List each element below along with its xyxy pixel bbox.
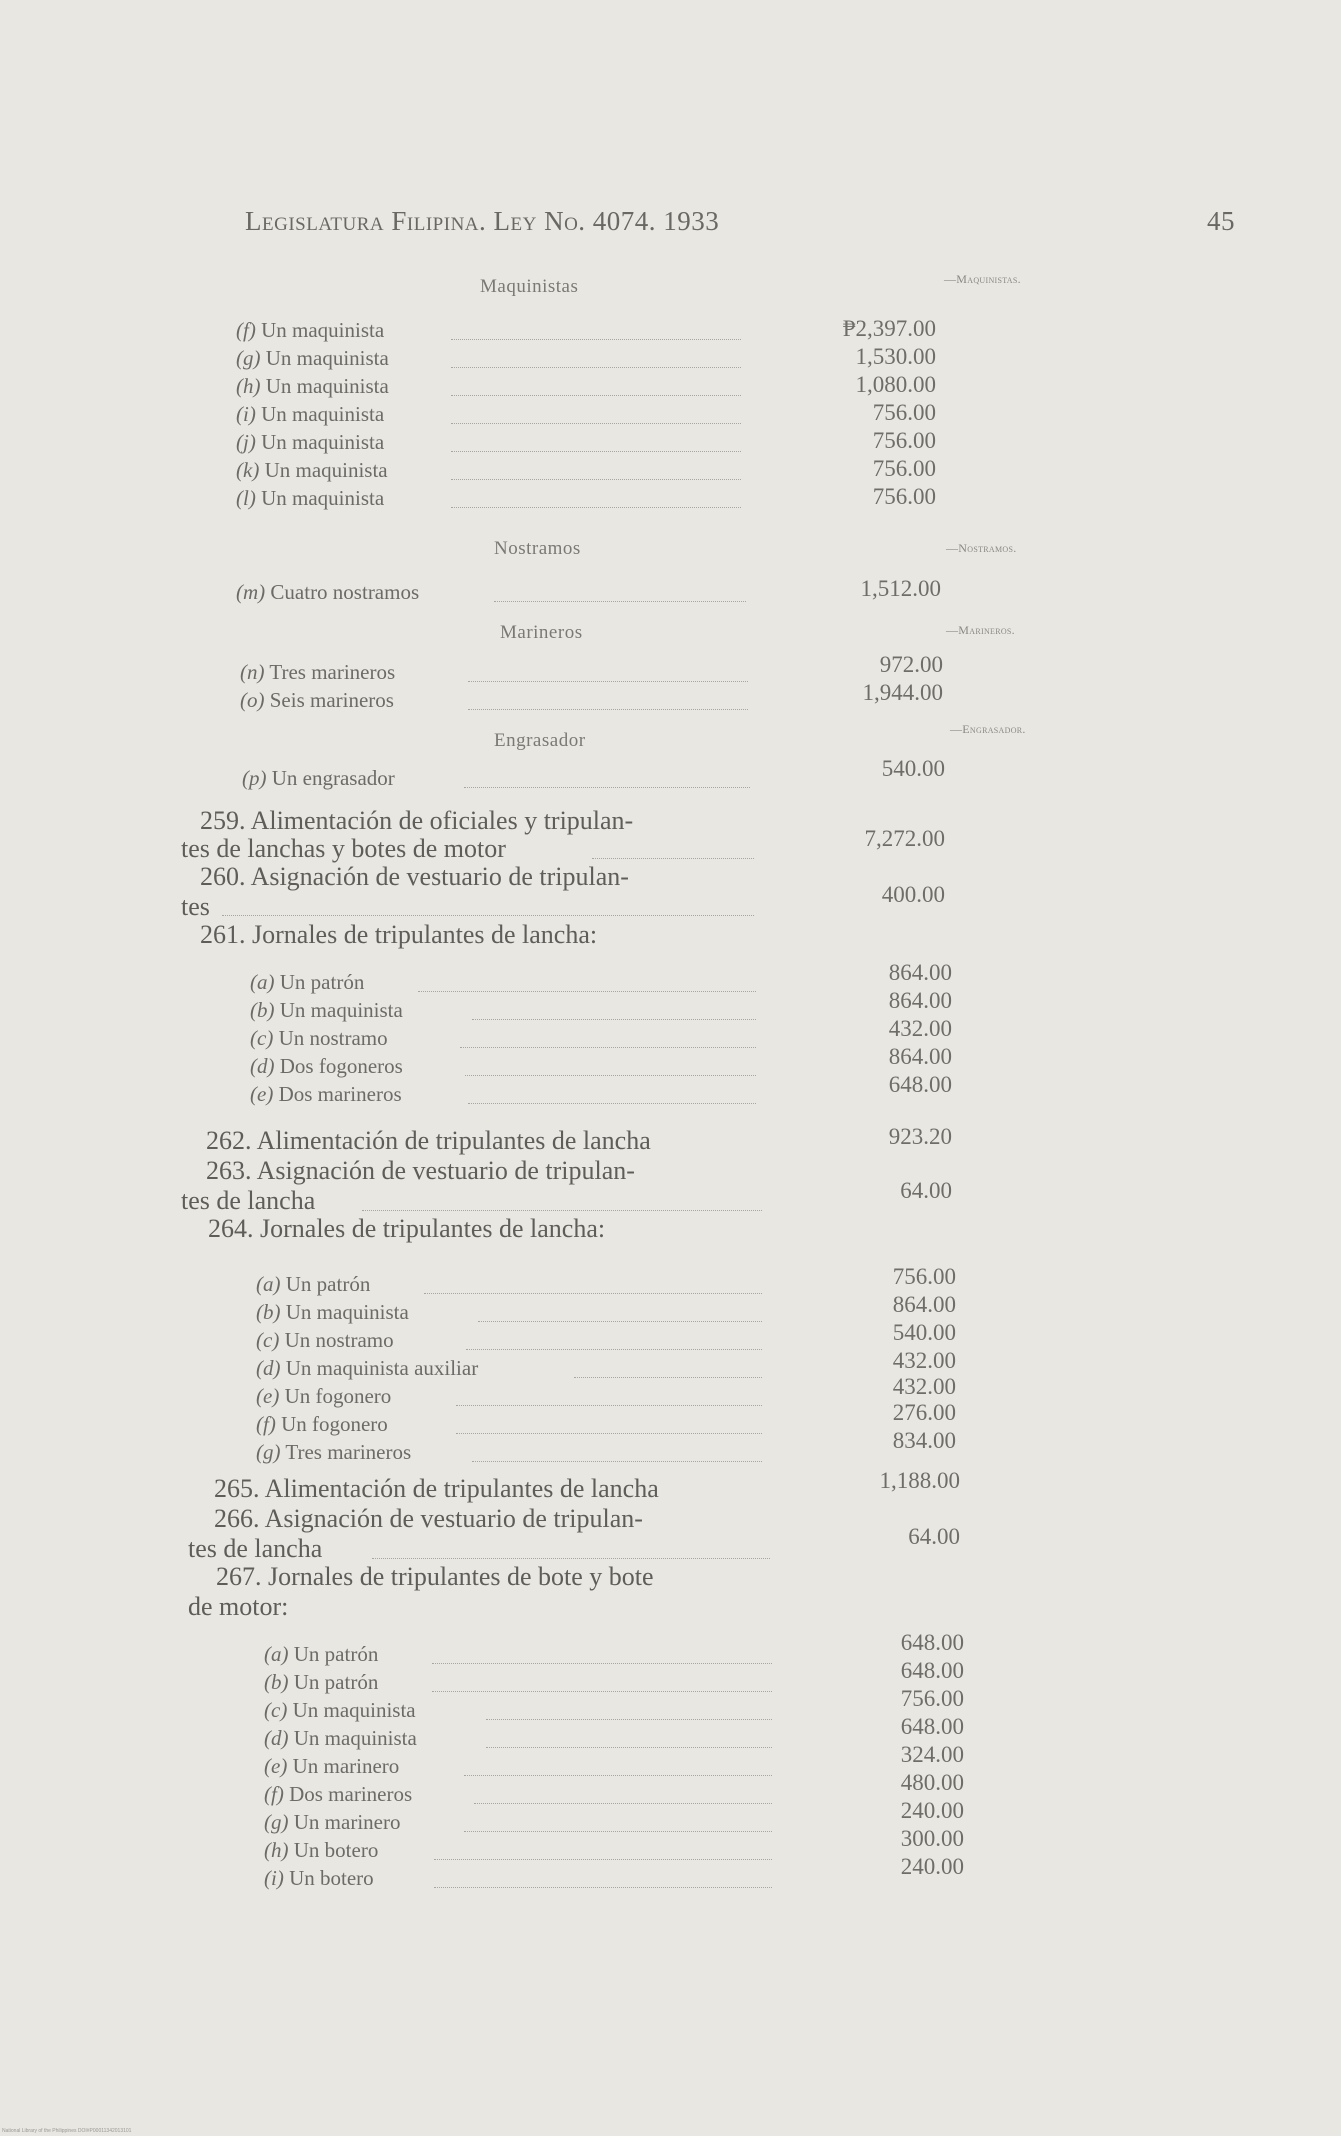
item-amount: 756.00	[872, 400, 936, 425]
amount-262: 923.20	[888, 1124, 952, 1149]
paragraph-263-line2: tes de lancha	[181, 1186, 316, 1215]
leader-dots	[464, 1775, 772, 1776]
leader-dots	[474, 1803, 772, 1804]
item-letter: (f)	[256, 1412, 276, 1436]
amount-263: 64.00	[900, 1178, 952, 1203]
item-amount: 1,512.00	[860, 576, 941, 601]
list-item	[256, 1412, 762, 1440]
amount-259: 7,272.00	[864, 826, 945, 851]
item-text: Un maquinista	[261, 486, 385, 510]
list-item	[256, 1300, 762, 1328]
list-item	[236, 580, 746, 608]
list-item	[256, 1272, 762, 1300]
item-text: Dos marineros	[278, 1082, 402, 1106]
header-title: Legislatura Filipina. Ley No. 4074. 1933	[245, 206, 720, 236]
paragraph-263-line1: 263. Asignación de vestuario de tripulan-	[206, 1156, 635, 1185]
list-item	[264, 1670, 772, 1698]
item-text: Un nostramo	[278, 1026, 388, 1050]
item-letter: (i)	[236, 402, 256, 426]
paragraph-260-line1: 260. Asignación de vestuario de tripulan-	[200, 862, 629, 891]
item-text: Un maquinista	[261, 402, 385, 426]
list-item	[250, 998, 756, 1026]
item-letter: (b)	[256, 1300, 281, 1324]
item-letter: (n)	[240, 660, 265, 684]
item-text: Un botero	[289, 1866, 374, 1890]
item-letter: (b)	[264, 1670, 289, 1694]
item-amount: 864.00	[888, 988, 952, 1013]
item-letter: (k)	[236, 458, 260, 482]
item-amount: 972.00	[879, 652, 943, 677]
leader-dots	[456, 1405, 762, 1406]
item-amount: 756.00	[900, 1686, 964, 1711]
item-amount: 756.00	[872, 456, 936, 481]
leader-dots	[451, 423, 741, 424]
list-item	[236, 318, 741, 346]
margin-note-nostramos: —Nostramos.	[946, 541, 1017, 555]
item-letter: (c)	[264, 1698, 288, 1722]
item-text: Un maquinista	[261, 430, 385, 454]
paragraph-260-line2: tes	[181, 892, 210, 921]
item-text: Un patrón	[285, 1272, 371, 1296]
paragraph-267-line1: 267. Jornales de tripulantes de bote y bote	[216, 1562, 654, 1591]
section-title-engrasador: Engrasador	[494, 730, 586, 751]
item-letter: (d)	[256, 1356, 281, 1380]
leader-dots	[434, 1887, 772, 1888]
item-text: Un patrón	[293, 1670, 379, 1694]
item-amount: 1,530.00	[855, 344, 936, 369]
leader-dots	[486, 1719, 772, 1720]
item-amount: 648.00	[900, 1630, 964, 1655]
item-text: Un maquinista	[292, 1698, 416, 1722]
item-letter: (o)	[240, 688, 265, 712]
item-text: Dos marineros	[289, 1782, 413, 1806]
item-letter: (g)	[256, 1440, 281, 1464]
margin-note-engrasador: —Engrasador.	[950, 722, 1026, 736]
leader-dots	[472, 1461, 762, 1462]
list-item	[250, 970, 756, 998]
item-text: Cuatro nostramos	[270, 580, 420, 604]
list-item	[264, 1698, 772, 1726]
item-text: Un maquinista	[285, 1300, 409, 1324]
item-amount: 300.00	[900, 1826, 964, 1851]
leader-dots	[494, 601, 746, 602]
item-amount: 480.00	[900, 1770, 964, 1795]
item-letter: (a)	[264, 1642, 289, 1666]
leader-dots	[486, 1747, 772, 1748]
scan-footer: National Library of the Philippines DOI#P00011342013101	[2, 2128, 132, 2134]
leader-dots	[574, 1377, 762, 1378]
leader-dots	[424, 1293, 762, 1294]
item-letter: (e)	[250, 1082, 274, 1106]
section-title-maquinistas: Maquinistas	[480, 276, 579, 297]
item-letter: (a)	[256, 1272, 281, 1296]
item-letter: (c)	[250, 1026, 274, 1050]
amount-260: 400.00	[881, 882, 945, 907]
paragraph-265: 265. Alimentación de tripulantes de lancha	[214, 1474, 659, 1503]
item-text: Un maquinista	[293, 1726, 417, 1750]
item-letter: (g)	[236, 346, 261, 370]
item-amount: 240.00	[900, 1798, 964, 1823]
list-item	[264, 1726, 772, 1754]
leader-dots	[464, 1831, 772, 1832]
item-text: Un maquinista	[261, 318, 385, 342]
list-item	[264, 1810, 772, 1838]
item-amount: 432.00	[888, 1016, 952, 1041]
item-amount: 1,944.00	[862, 680, 943, 705]
list-item	[240, 660, 748, 688]
list-item	[236, 346, 741, 374]
item-text: Un maquinista auxiliar	[285, 1356, 479, 1380]
leader-dots	[418, 991, 756, 992]
leader-dots	[434, 1859, 772, 1860]
paragraph-267-line2: de motor:	[188, 1592, 289, 1621]
leader-dots	[456, 1433, 762, 1434]
item-letter: (h)	[236, 374, 261, 398]
leader-dots	[372, 1558, 770, 1559]
item-amount: 276.00	[892, 1400, 956, 1425]
item-letter: (j)	[236, 430, 256, 454]
item-text: Un maquinista	[265, 374, 389, 398]
leader-dots	[468, 681, 748, 682]
item-amount: 756.00	[872, 428, 936, 453]
leader-dots	[451, 507, 741, 508]
list-item	[250, 1054, 756, 1082]
leader-dots	[464, 787, 750, 788]
list-item	[256, 1384, 762, 1412]
item-text: Tres marineros	[269, 660, 396, 684]
leader-dots	[468, 709, 748, 710]
margin-note-marineros: —Marineros.	[946, 623, 1015, 637]
leader-dots	[451, 395, 741, 396]
leader-dots	[451, 339, 741, 340]
item-amount: 864.00	[888, 960, 952, 985]
item-text: Un engrasador	[271, 766, 395, 790]
section-title-marineros: Marineros	[500, 622, 583, 643]
item-letter: (m)	[236, 580, 266, 604]
list-item	[236, 374, 741, 402]
item-amount: 324.00	[900, 1742, 964, 1767]
section-title-nostramos: Nostramos	[494, 538, 581, 559]
item-amount: 648.00	[888, 1072, 952, 1097]
item-text: Un nostramo	[284, 1328, 394, 1352]
item-text: Dos fogoneros	[279, 1054, 403, 1078]
item-text: Un maquinista	[265, 346, 389, 370]
item-text: Un fogonero	[281, 1412, 388, 1436]
item-letter: (f)	[264, 1782, 284, 1806]
item-text: Un marinero	[292, 1754, 400, 1778]
item-text: Tres marineros	[285, 1440, 412, 1464]
paragraph-266-line2: tes de lancha	[188, 1534, 323, 1563]
leader-dots	[460, 1047, 756, 1048]
item-letter: (p)	[242, 766, 267, 790]
item-letter: (b)	[250, 998, 275, 1022]
list-item	[264, 1866, 772, 1894]
item-amount: 834.00	[892, 1428, 956, 1453]
leader-dots	[432, 1663, 772, 1664]
item-amount: 240.00	[900, 1854, 964, 1879]
list-item	[236, 430, 741, 458]
item-text: Un maquinista	[279, 998, 403, 1022]
leader-dots	[451, 479, 741, 480]
item-amount: 756.00	[872, 484, 936, 509]
list-item	[236, 402, 741, 430]
running-header	[245, 206, 1235, 246]
list-item	[240, 688, 748, 716]
list-item	[264, 1754, 772, 1782]
paragraph-264-heading: 264. Jornales de tripulantes de lancha:	[208, 1214, 606, 1243]
leader-dots	[222, 915, 754, 916]
item-letter: (g)	[264, 1810, 289, 1834]
item-text: Un patrón	[293, 1642, 379, 1666]
list-item	[256, 1356, 762, 1384]
margin-note-maquinistas: —Maquinistas.	[944, 272, 1021, 286]
item-letter: (e)	[264, 1754, 288, 1778]
leader-dots	[451, 367, 741, 368]
item-text: Un fogonero	[284, 1384, 392, 1408]
item-text: Un botero	[293, 1838, 379, 1862]
item-text: Seis marineros	[269, 688, 394, 712]
amount-265: 1,188.00	[879, 1468, 960, 1493]
item-amount: 648.00	[900, 1658, 964, 1683]
item-letter: (e)	[256, 1384, 280, 1408]
item-letter: (a)	[250, 970, 275, 994]
list-item	[264, 1642, 772, 1670]
list-item	[250, 1082, 756, 1110]
item-amount: 432.00	[892, 1348, 956, 1373]
paragraph-261-heading: 261. Jornales de tripulantes de lancha:	[200, 920, 598, 949]
item-amount: 648.00	[900, 1714, 964, 1739]
leader-dots	[465, 1075, 756, 1076]
page-number: 45	[1207, 206, 1235, 236]
item-text: Un patrón	[279, 970, 365, 994]
item-amount: 1,080.00	[855, 372, 936, 397]
item-letter: (c)	[256, 1328, 280, 1352]
item-letter: (d)	[264, 1726, 289, 1750]
list-item	[250, 1026, 756, 1054]
leader-dots	[468, 1103, 756, 1104]
leader-dots	[592, 858, 754, 859]
leader-dots	[478, 1321, 762, 1322]
item-letter: (i)	[264, 1866, 284, 1890]
item-amount: 864.00	[888, 1044, 952, 1069]
list-item	[256, 1328, 762, 1356]
item-letter: (h)	[264, 1838, 289, 1862]
item-text: Un marinero	[293, 1810, 401, 1834]
item-amount: ₱2,397.00	[842, 316, 936, 341]
list-item	[236, 486, 741, 514]
leader-dots	[432, 1691, 772, 1692]
list-item	[256, 1440, 762, 1468]
leader-dots	[472, 1019, 756, 1020]
item-amount: 864.00	[892, 1292, 956, 1317]
item-amount: 432.00	[892, 1374, 956, 1399]
list-item	[236, 458, 741, 486]
paragraph-266-line1: 266. Asignación de vestuario de tripulan-	[214, 1504, 643, 1533]
item-amount: 540.00	[881, 756, 945, 781]
paragraph-259-line1: 259. Alimentación de oficiales y tripulan-	[200, 806, 634, 835]
paragraph-259-line2: tes de lanchas y botes de motor	[181, 834, 506, 863]
item-letter: (f)	[236, 318, 256, 342]
leader-dots	[362, 1210, 762, 1211]
list-item	[264, 1782, 772, 1810]
item-amount: 540.00	[892, 1320, 956, 1345]
leader-dots	[466, 1349, 762, 1350]
item-text: Un maquinista	[264, 458, 388, 482]
amount-266: 64.00	[908, 1524, 960, 1549]
item-letter: (d)	[250, 1054, 275, 1078]
list-item	[242, 766, 750, 794]
paragraph-262: 262. Alimentación de tripulantes de lancha	[206, 1126, 651, 1155]
item-letter: (l)	[236, 486, 256, 510]
leader-dots	[451, 451, 741, 452]
item-amount: 756.00	[892, 1264, 956, 1289]
list-item	[264, 1838, 772, 1866]
